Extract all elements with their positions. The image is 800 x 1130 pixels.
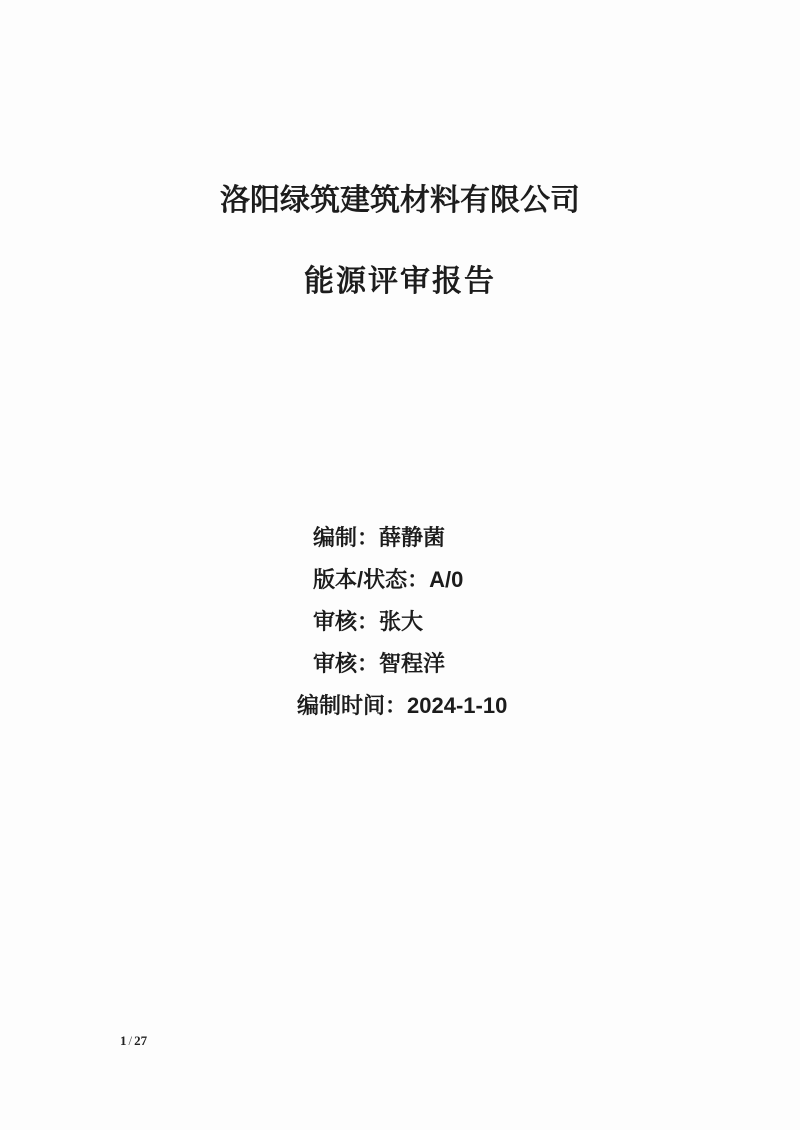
company-name-title: 洛阳绿筑建筑材料有限公司: [220, 184, 580, 217]
meta-line-prepared-by: 编制：薛静菌: [313, 525, 446, 550]
meta-line-reviewer-1: 审核：张大: [313, 609, 424, 634]
meta-line-reviewer-2: 审核：智程洋: [313, 651, 446, 676]
report-title: 能源评审报告: [304, 265, 496, 298]
meta-line-prepared-date: 编制时间：2024-1-10: [297, 693, 508, 718]
total-pages-number: 27: [134, 1033, 148, 1048]
page-number-separator: /: [128, 1033, 133, 1048]
document-meta-block: [297, 517, 508, 727]
current-page-number: 1: [120, 1033, 127, 1048]
page-number-footer: [120, 1033, 147, 1048]
meta-line-version-status: 版本/状态：A/0: [313, 567, 464, 592]
